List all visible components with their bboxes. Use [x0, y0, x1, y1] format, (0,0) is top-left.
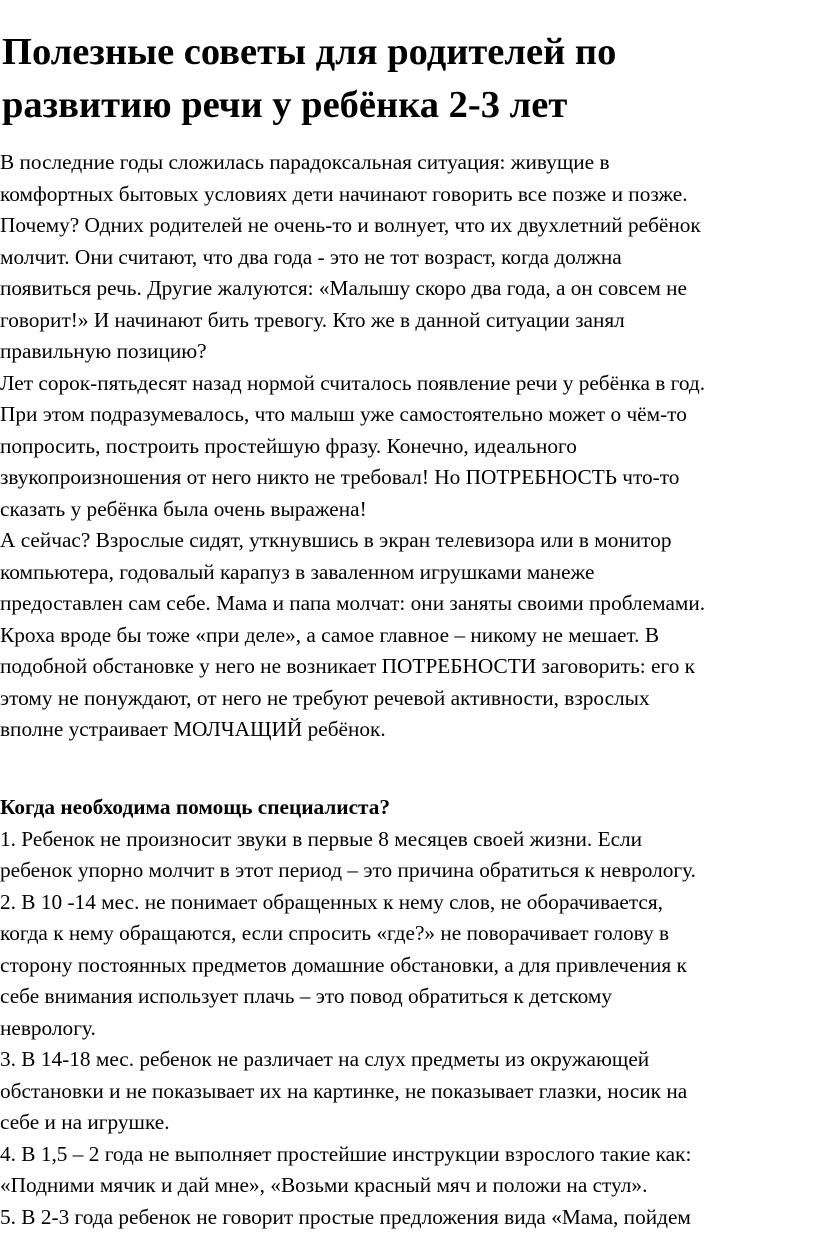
list-item-line: себе и на игрушке.: [0, 1110, 170, 1134]
list-item-line: «Подними мячик и дай мне», «Возьми красный мяч и положи на стул».: [0, 1173, 648, 1197]
list-item-line: 4. В 1,5 – 2 года не выполняет простейшие инструкции взрослого такие как:: [0, 1141, 692, 1166]
list-item-line: себе внимания использует плачь – это повод обратиться к детскому: [0, 984, 612, 1008]
text-line: сказать у ребёнка была очень выражена!: [0, 496, 367, 521]
text-line: Почему? Одних родителей не очень-то и волнует, что их двухлетний ребёнок: [0, 213, 701, 237]
text-line: подобной обстановке у него не возникает ПОТРЕБНОСТИ заговорить: его к: [0, 654, 696, 678]
list-item-line: неврологу.: [0, 1015, 96, 1040]
text-line: Лет сорок-пятьдесят назад нормой считалось появление речи у ребёнка в год.: [0, 370, 706, 395]
list-item-line: когда к нему обращаются, если спросить «где?» не поворачивает голову в: [0, 921, 670, 945]
text-line: комфортных бытовых условиях дети начинают говорить все позже и позже.: [0, 181, 688, 206]
intro-paragraphs: [0, 147, 816, 746]
text-line: При этом подразумевалось, что малыш уже самостоятельно может о чём-то: [0, 402, 687, 426]
specialist-section: [0, 792, 816, 1233]
text-line: появиться речь. Другие жалуются: «Малышу скоро два года, а он совсем не: [0, 276, 687, 300]
list-item-line: 1. Ребенок не произносит звуки в первые 8 месяцев своей жизни. Если: [0, 826, 643, 851]
text-line: этому не понуждают, от него не требуют речевой активности, взрослых: [0, 685, 650, 710]
list-item-line: сторону постоянных предметов домашние обстановки, а для привлечения к: [0, 952, 687, 977]
text-line: предоставлен сам себе. Мама и папа молчат: они заняты своими проблемами.: [0, 591, 706, 615]
section-heading: Когда необходима помощь специалиста?: [0, 795, 391, 819]
text-line: молчит. Они считают, что два года - это не тот возраст, когда должна: [0, 244, 622, 269]
title-line-2: развитию речи у ребёнка 2-3 лет: [2, 84, 568, 126]
page-title: [2, 26, 802, 132]
text-line: вполне устраивает МОЛЧАЩИЙ ребёнок.: [0, 717, 386, 741]
text-line: Кроха вроде бы тоже «при деле», а самое главное – никому не мешает. В: [0, 622, 660, 647]
text-line: В последние годы сложилась парадоксальная ситуация: живущие в: [0, 150, 610, 174]
text-line: правильную позицию?: [0, 339, 207, 363]
text-line: компьютера, годовалый карапуз в заваленном игрушками манеже: [0, 559, 595, 584]
list-item-line: 3. В 14-18 мес. ребенок не различает на слух предметы из окружающей: [0, 1047, 650, 1071]
list-item-line: 5. В 2-3 года ребенок не говорит простые предложения вида «Мама, пойдем: [0, 1204, 691, 1229]
text-line: звукопроизношения от него никто не требовал! Но ПОТРЕБНОСТЬ что-то: [0, 465, 680, 489]
title-line-1: Полезные советы для родителей по: [2, 31, 617, 73]
list-item-line: ребенок упорно молчит в этот период – это причина обратиться к неврологу.: [0, 858, 696, 882]
list-item-line: обстановки и не показывает их на картинке, не показывает глазки, носик на: [0, 1078, 688, 1103]
list-item-line: 2. В 10 -14 мес. не понимает обращенных к нему слов, не оборачивается,: [0, 889, 664, 914]
text-line: А сейчас? Взрослые сидят, уткнувшись в экран телевизора или в монитор: [0, 528, 672, 552]
text-line: попросить, построить простейшую фразу. Конечно, идеального: [0, 433, 577, 458]
text-line: говорит!» И начинают бить тревогу. Кто же в данной ситуации занял: [0, 307, 625, 332]
